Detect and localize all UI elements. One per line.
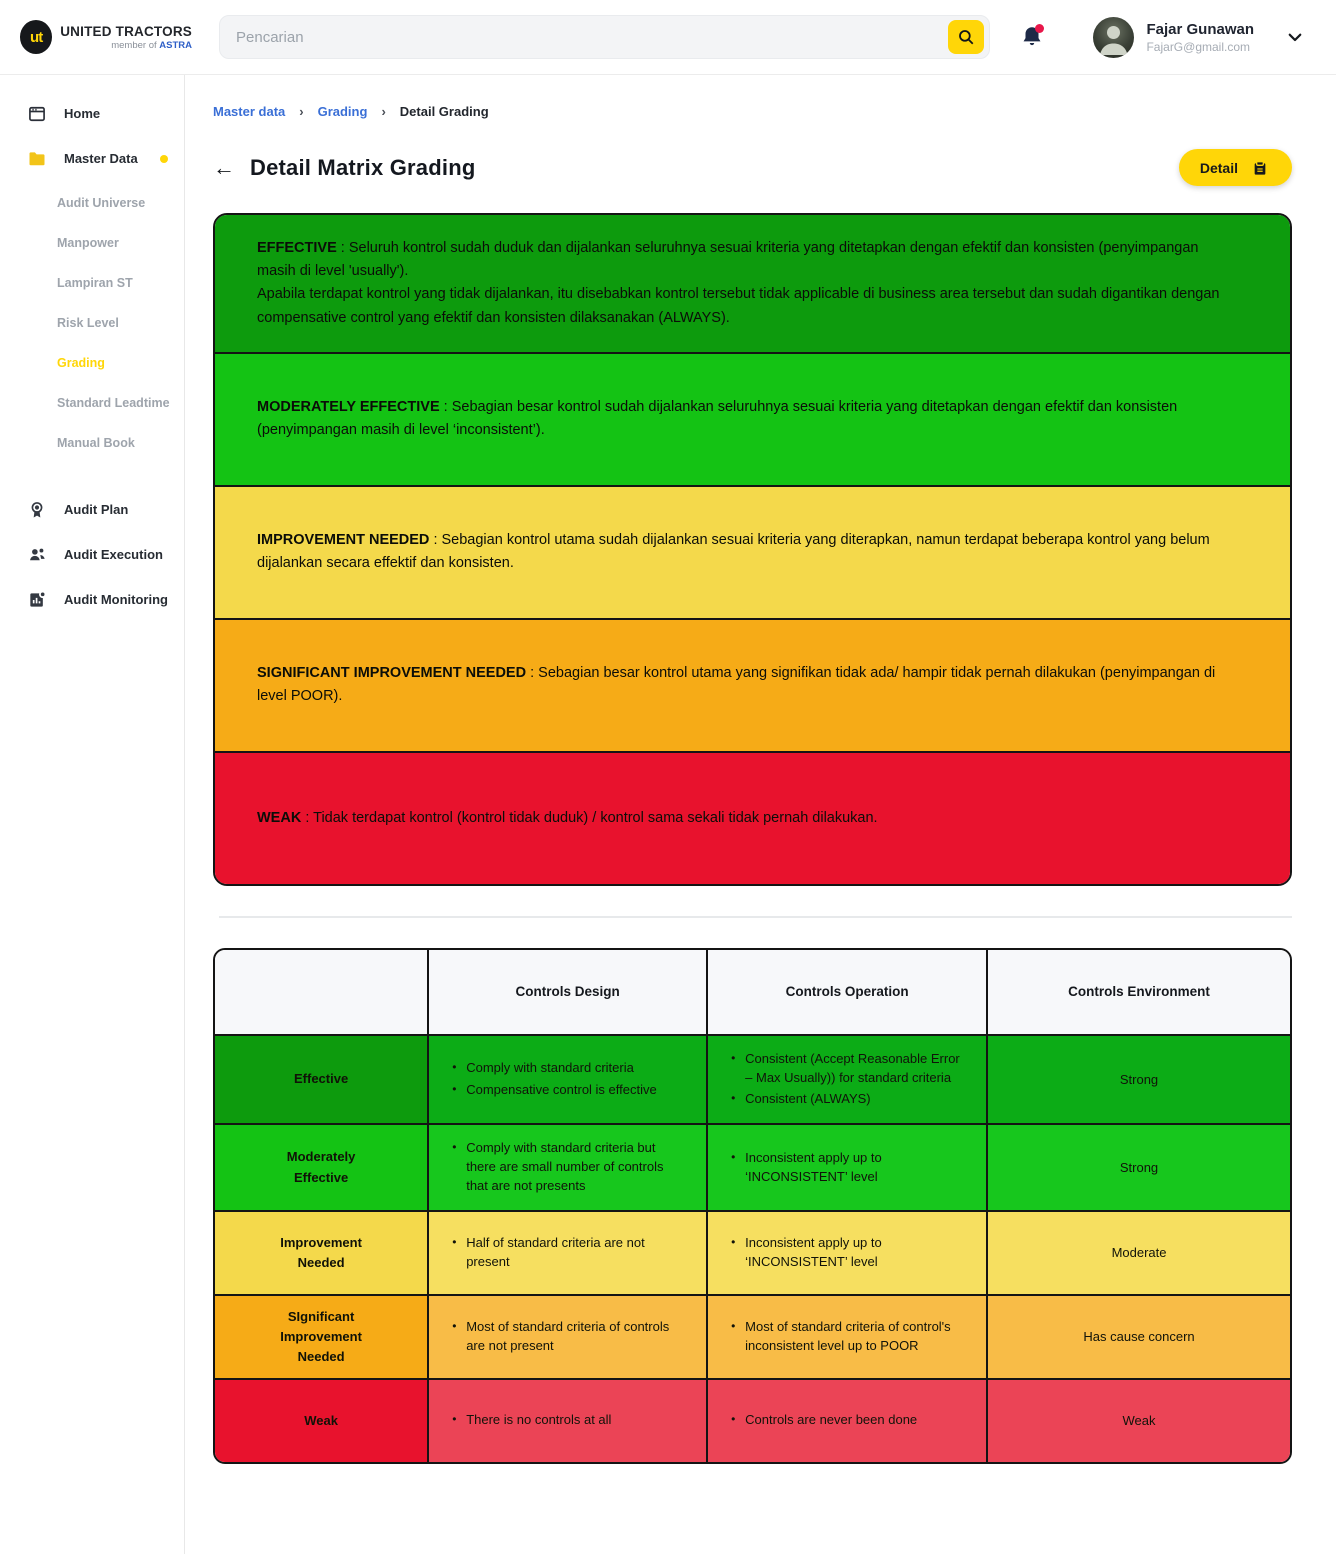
band-text: SIGNIFICANT IMPROVEMENT NEEDED : Sebagian besar kontrol utama yang signifikan tidak ada/ hampir tidak pernah dilakukan (penyimpangan di level POOR). <box>257 665 1216 705</box>
search-bar <box>219 15 990 59</box>
cell-environment: Moderate <box>986 1210 1290 1294</box>
detail-button[interactable] <box>1179 149 1292 186</box>
bullet-item: • Consistent (ALWAYS) <box>730 1090 968 1109</box>
sidebar-item-audit-monitoring[interactable] <box>0 577 184 622</box>
bullet-item: • Comply with standard criteria <box>451 1059 688 1078</box>
avatar <box>1093 17 1134 58</box>
row-label-weak: Weak <box>215 1378 427 1462</box>
cell-design <box>427 1294 706 1378</box>
bullet-item: • Most of standard criteria of control's inconsistent level up to POOR <box>730 1318 968 1356</box>
table-header-controls-operation: Controls Operation <box>706 950 986 1034</box>
brand-subtitle <box>60 40 192 51</box>
cell-operation <box>706 1034 986 1124</box>
sidebar-item-label: Audit Execution <box>64 547 163 562</box>
band-text: WEAK : Tidak terdapat kontrol (kontrol tidak duduk) / kontrol sama sekali tidak pernah dilakukan. <box>257 809 878 826</box>
sidebar-item-label: Audit Plan <box>64 502 129 517</box>
cell-design <box>427 1034 706 1124</box>
bullet-item: • Consistent (Accept Reasonable Error – Max Usually)) for standard criteria <box>730 1050 968 1088</box>
breadcrumb-separator-icon: › <box>381 104 386 119</box>
row-label-significant-improvement-needed: SIgnificant Improvement Needed <box>215 1294 427 1378</box>
band-text: MODERATELY EFFECTIVE : Sebagian besar kontrol sudah dijalankan seluruhnya sesuai kriteria yang ditetapkan dengan efektif dan konsisten (penyimpangan masih di level ‘inconsistent’). <box>257 399 1178 439</box>
title-row <box>213 149 1292 186</box>
section-divider <box>219 916 1292 918</box>
table-header-empty <box>215 950 427 1034</box>
cell-design <box>427 1378 706 1462</box>
bullet-item: • Half of standard criteria are not present <box>451 1234 688 1272</box>
astra-text: ASTRA <box>159 39 192 51</box>
breadcrumb-current: Detail Grading <box>399 104 489 119</box>
sidebar-item-risk-level[interactable]: Risk Level <box>57 316 119 330</box>
row-label-effective: Effective <box>215 1034 427 1124</box>
band-text: Apabila terdapat kontrol yang tidak dijalankan, itu disebabkan kontrol tersebut tidak applicable di business area tersebut dan sudah digantikan dengan compensative control yang efektif dan konsisten dilaksanakan (ALWAYS). <box>257 286 1220 326</box>
cell-environment: Has cause concern <box>986 1294 1290 1378</box>
bullet-item: • Inconsistent apply up to ‘INCONSISTENT’ level <box>730 1234 968 1272</box>
sidebar-item-label: Home <box>64 106 101 121</box>
award-medal-icon <box>26 499 48 521</box>
top-right-controls <box>1019 17 1306 58</box>
sidebar-item-audit-universe[interactable]: Audit Universe <box>57 196 146 210</box>
main-content <box>185 75 1336 1554</box>
sidebar-item-lampiran-st[interactable]: Lampiran ST <box>57 276 133 290</box>
table-header-controls-environment: Controls Environment <box>986 950 1290 1034</box>
page-title: Detail Matrix Grading <box>250 154 476 180</box>
sidebar <box>0 75 185 1554</box>
band-effective <box>215 215 1290 352</box>
row-label-improvement-needed: Improvement Needed <box>215 1210 427 1294</box>
band-weak <box>215 751 1290 884</box>
cell-operation <box>706 1210 986 1294</box>
cell-environment: Strong <box>986 1034 1290 1124</box>
folder-icon <box>26 148 48 170</box>
sidebar-item-home[interactable] <box>0 91 184 136</box>
sidebar-item-manpower[interactable]: Manpower <box>57 236 119 250</box>
search-icon <box>955 26 977 48</box>
band-text: EFFECTIVE : Seluruh kontrol sudah duduk dan dijalankan seluruhnya sesuai kriteria yang ditetapkan dengan efektif dan konsisten (penyimpangan masih di level 'usually'). <box>257 240 1199 280</box>
bullet-item: • Inconsistent apply up to ‘INCONSISTENT’ level <box>730 1149 968 1187</box>
sidebar-item-master-data[interactable] <box>0 136 184 181</box>
notification-bell-icon[interactable] <box>1019 24 1045 50</box>
bullet-item: • Controls are never been done <box>730 1411 968 1430</box>
bullet-item: • There is no controls at all <box>451 1411 688 1430</box>
table-header-controls-design: Controls Design <box>427 950 706 1034</box>
sidebar-item-audit-plan[interactable] <box>0 487 184 532</box>
home-icon <box>26 103 48 125</box>
user-info <box>1146 21 1254 54</box>
user-menu[interactable] <box>1093 17 1306 58</box>
breadcrumb <box>213 104 1292 119</box>
brand-name: UNITED TRACTORS <box>60 23 192 39</box>
band-moderately-effective <box>215 352 1290 485</box>
master-data-submenu <box>0 181 184 469</box>
people-icon <box>26 544 48 566</box>
breadcrumb-grading[interactable]: Grading <box>317 104 368 119</box>
cell-design <box>427 1123 706 1210</box>
cell-design <box>427 1210 706 1294</box>
sidebar-item-manual-book[interactable]: Manual Book <box>57 436 135 450</box>
brand-logo <box>20 20 192 54</box>
sidebar-item-grading[interactable]: Grading <box>57 356 105 370</box>
grading-matrix-table <box>213 948 1292 1464</box>
cell-operation <box>706 1378 986 1462</box>
grading-bands <box>213 213 1292 886</box>
bullet-item: • Comply with standard criteria but there are small number of controls that are not presents <box>451 1139 688 1196</box>
logo-monogram: ut <box>30 28 43 46</box>
band-significant-improvement-needed <box>215 618 1290 751</box>
user-email: FajarG@gmail.com <box>1146 39 1251 54</box>
band-improvement-needed <box>215 485 1290 618</box>
brand-text <box>60 24 192 51</box>
sidebar-item-label: Master Data <box>64 151 138 166</box>
master-data-active-dot <box>160 155 168 163</box>
user-name: Fajar Gunawan <box>1146 20 1254 38</box>
search-input[interactable] <box>220 29 948 46</box>
top-bar <box>0 0 1336 75</box>
bullet-item: • Most of standard criteria of controls are not present <box>451 1318 688 1356</box>
cell-operation <box>706 1123 986 1210</box>
cell-environment: Strong <box>986 1123 1290 1210</box>
band-text: IMPROVEMENT NEEDED : Sebagian kontrol utama sudah dijalankan sesuai kriteria yang diterapkan, namun terdapat beberapa kontrol yang belum dijalankan secara effektif dan konsisten. <box>257 532 1210 572</box>
cell-operation <box>706 1294 986 1378</box>
bar-chart-icon <box>26 589 48 611</box>
clipboard-list-icon <box>1249 157 1271 179</box>
row-label-moderately-effective: Moderately Effective <box>215 1123 427 1210</box>
sidebar-item-label: Audit Monitoring <box>64 592 168 607</box>
sidebar-item-standard-leadtime[interactable]: Standard Leadtime <box>57 396 170 410</box>
member-of-text: member of <box>111 39 157 51</box>
sidebar-gap <box>0 469 184 487</box>
breadcrumb-master-data[interactable]: Master data <box>213 104 286 119</box>
united-tractors-logo-icon <box>20 20 52 54</box>
breadcrumb-separator-icon: › <box>299 104 304 119</box>
back-arrow-icon[interactable]: ← <box>213 154 235 180</box>
detail-button-label: Detail <box>1199 159 1238 176</box>
search-button[interactable] <box>948 20 984 54</box>
sidebar-item-audit-execution[interactable] <box>0 532 184 577</box>
chevron-down-icon[interactable] <box>1284 26 1306 48</box>
cell-environment: Weak <box>986 1378 1290 1462</box>
bullet-item: • Compensative control is effective <box>451 1081 688 1100</box>
